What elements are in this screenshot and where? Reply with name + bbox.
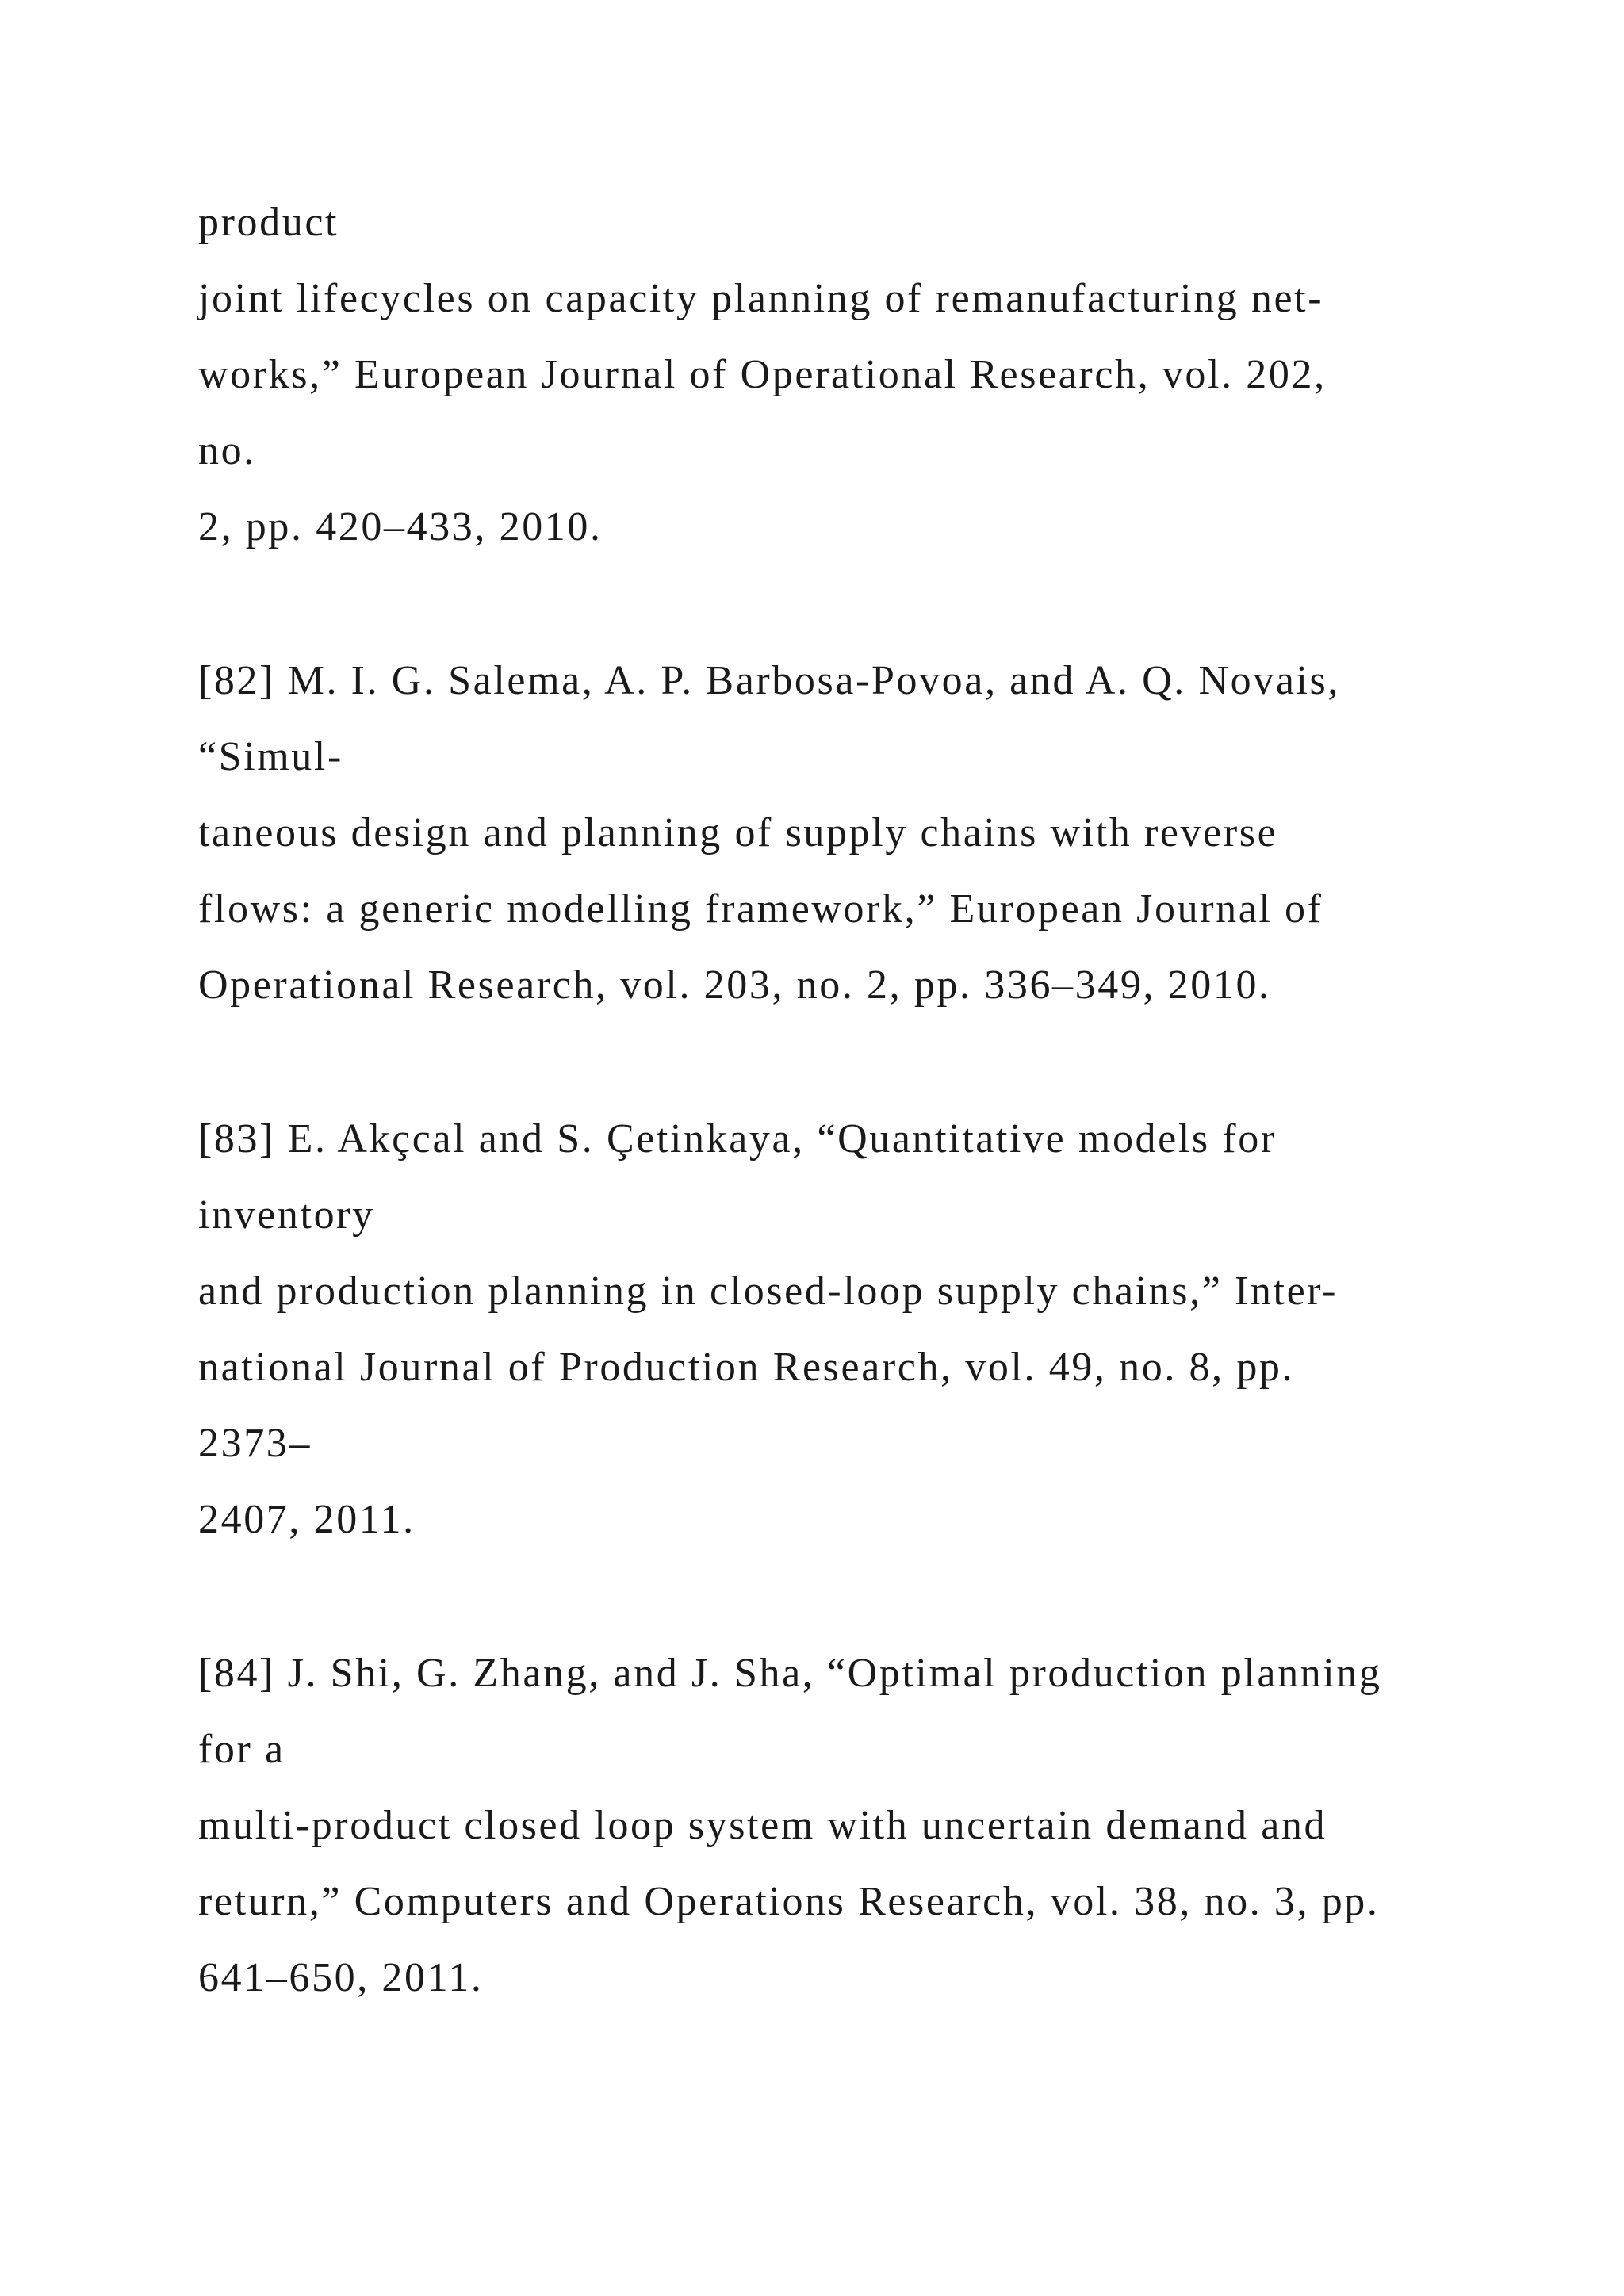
text-line: 2373– [198, 1421, 312, 1466]
reference-82 [198, 643, 1340, 1024]
text-line: no. [198, 428, 256, 473]
text-line: for a [198, 1727, 285, 1772]
text-line: joint lifecycles on capacity planning of remanufacturing net- [198, 276, 1324, 321]
text-line: inventory [198, 1192, 375, 1238]
text-line: 2, pp. 420–433, 2010. [198, 504, 603, 549]
text-line: works,” European Journal of Operational Research, vol. 202, [198, 352, 1327, 397]
text-line: “Simul- [198, 734, 343, 779]
reference-81-continuation [198, 185, 1327, 565]
text-line: [84] J. Shi, G. Zhang, and J. Sha, “Optimal production planning [198, 1651, 1382, 1696]
text-line: taneous design and planning of supply chains with reverse [198, 810, 1278, 855]
text-line: 2407, 2011. [198, 1497, 416, 1542]
text-line: [83] E. Akçcal and S. Çetinkaya, “Quantitative models for [198, 1116, 1277, 1161]
text-line: [82] M. I. G. Salema, A. P. Barbosa-Povoa, and A. Q. Novais, [198, 658, 1340, 703]
text-line: national Journal of Production Research, vol. 49, no. 8, pp. [198, 1345, 1295, 1390]
text-line: return,” Computers and Operations Research, vol. 38, no. 3, pp. [198, 1879, 1380, 1924]
text-line: 641–650, 2011. [198, 1955, 484, 2000]
reference-84 [198, 1636, 1382, 2016]
text-line: and production planning in closed-loop supply chains,” Inter- [198, 1269, 1339, 1314]
text-line: flows: a generic modelling framework,” European Journal of [198, 886, 1323, 932]
reference-83 [198, 1101, 1338, 1558]
text-line: Operational Research, vol. 203, no. 2, pp. 336–349, 2010. [198, 962, 1271, 1008]
text-line: multi-product closed loop system with uncertain demand and [198, 1803, 1327, 1848]
text-line: product [198, 200, 339, 245]
